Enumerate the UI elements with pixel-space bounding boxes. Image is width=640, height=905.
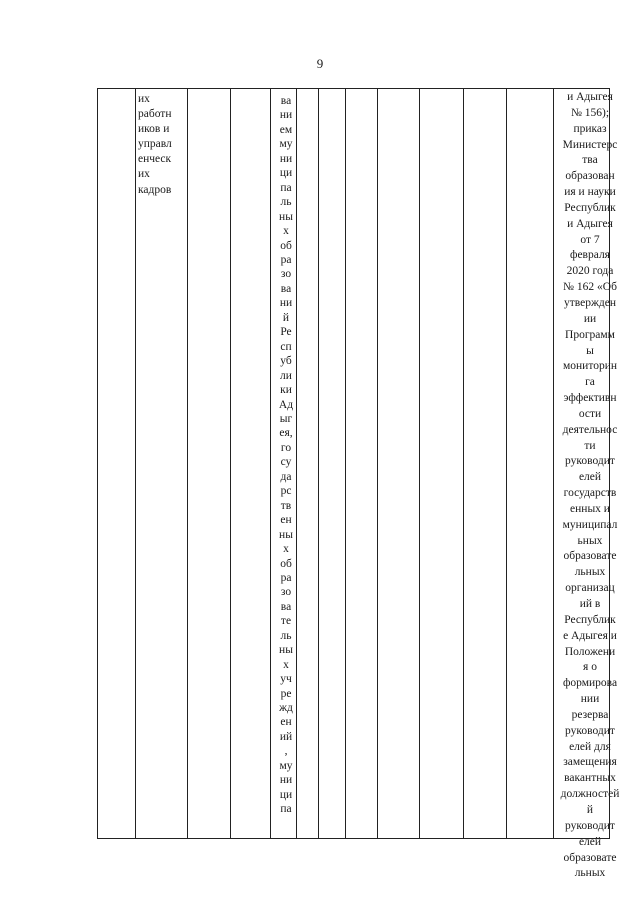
cell-line: па [280,803,292,816]
cell-line: образовате [563,851,617,864]
cell-line: от 7 [580,233,600,246]
cell-line: го [280,441,292,454]
cell-line: и Адыгея [567,91,613,103]
cell-line: ли [280,369,292,382]
column-divider [419,88,420,839]
cell-line: е Адыгея и [563,629,617,642]
cell-line: нии [580,693,600,706]
cell-line: ости [578,407,602,420]
cell-line: иков и [138,123,170,136]
cell-line: ны [279,210,293,223]
cell-line: ва [280,95,292,107]
cell-text-left [138,92,188,198]
cell-line: ея, [279,427,293,440]
cell-line: февраля [570,249,610,262]
column-divider [506,88,507,839]
cell-line: х [283,225,289,238]
cell-line: х [283,543,289,556]
column-divider [270,88,271,839]
cell-line: елей для [569,740,611,753]
cell-line: и Адыгея [567,217,613,230]
cell-line: ки [280,384,292,397]
cell-line: приказ [573,122,607,135]
column-divider [97,88,98,839]
cell-text-narrow [275,94,297,817]
cell-line: вакантных [564,772,616,785]
cell-line: ии [583,312,597,325]
cell-line: й [586,803,594,816]
cell-text-right [554,90,626,882]
cell-line: ни [279,109,293,122]
cell-line: енных и [570,502,610,515]
cell-line: руководит [565,455,615,468]
cell-line: утвержден [563,296,617,309]
cell-line: ыг [279,412,293,425]
cell-line: жд [279,702,293,715]
cell-line: тв [280,499,292,512]
cell-line: ва [280,282,292,295]
cell-line: № 162 «Об [563,281,617,294]
cell-line: руководит [565,724,615,737]
cell-line: Программ [565,328,615,341]
cell-line: № 156); [570,106,610,119]
cell-line: тва [582,154,598,167]
cell-line: х [283,658,289,671]
column-divider [135,88,136,839]
cell-line: кадров [138,183,172,196]
cell-line: их [138,168,150,181]
cell-line: эффективн [563,392,617,405]
cell-line: уч [280,673,292,686]
cell-line: Положени [564,645,616,658]
cell-line: руководит [565,819,615,832]
cell-line: организац [565,582,615,595]
cell-line: ен [280,514,292,527]
cell-line: об [280,557,292,570]
column-divider [345,88,346,839]
column-divider [318,88,319,839]
cell-line: Ад [278,398,294,411]
cell-line: ль [280,629,292,642]
cell-line: мониторин [562,360,618,373]
cell-line: должностей [560,788,620,801]
cell-line: ни [279,152,293,165]
cell-line: сп [280,340,292,353]
cell-line: ны [279,528,293,541]
cell-line: па [280,181,292,194]
cell-line: ий [279,730,293,743]
cell-line: ци [279,167,293,180]
cell-line: работн [138,108,172,121]
cell-line: замещения [563,756,617,769]
cell-line: елей [578,471,602,484]
cell-line: Республик [564,613,616,626]
table-top-border [97,88,609,89]
cell-line: муниципал [562,518,618,531]
cell-line: рс [280,485,292,498]
cell-line: зо [280,586,292,599]
cell-line: енческ [138,153,172,166]
cell-line: су [280,456,292,469]
column-divider [187,88,188,839]
cell-line: формирова [562,677,618,690]
column-divider [377,88,378,839]
cell-line: ра [280,571,292,584]
cell-line: ни [279,774,293,787]
cell-line: образовате [563,550,617,563]
column-divider [463,88,464,839]
cell-line: об [280,239,292,252]
cell-line: ра [280,253,292,266]
cell-line: их [138,93,150,105]
cell-line: льных [574,566,606,579]
cell-line: елей [578,835,602,848]
cell-line: Министерс [562,138,618,151]
column-divider [230,88,231,839]
cell-line: ия и науки [564,186,616,199]
cell-line: ы [586,344,594,357]
cell-line: да [280,470,292,483]
cell-line: уб [280,355,292,368]
cell-line: му [279,759,293,772]
cell-line: зо [280,268,292,281]
cell-line: Ре [280,326,292,339]
cell-line: ий в [579,598,601,610]
cell-line: я о [583,661,597,674]
cell-line: деятельнос [562,423,618,436]
cell-line: ен [280,716,292,729]
cell-line: му [279,138,293,151]
cell-line: ци [279,788,293,801]
cell-line: управл [138,138,172,151]
cell-line: ни [279,297,293,310]
table-bottom-border [97,838,609,839]
cell-line: ны [279,644,293,657]
page-number: 9 [316,56,324,71]
cell-line: га [585,376,595,389]
cell-line: 2020 года [566,265,614,278]
cell-line: государств [563,487,617,500]
cell-line: образован [565,170,615,183]
cell-line: ль [280,196,292,209]
cell-line: й [282,311,290,324]
cell-line: ре [280,687,292,700]
cell-line: ем [279,123,293,136]
cell-line: ва [280,600,292,613]
cell-line: резерва [571,708,609,721]
cell-line: ьных [577,534,603,547]
cell-line: ти [584,439,596,452]
cell-line: льных [574,867,606,880]
cell-line: Республик [564,201,616,214]
cell-line: , [284,745,288,758]
cell-line: те [280,615,292,628]
